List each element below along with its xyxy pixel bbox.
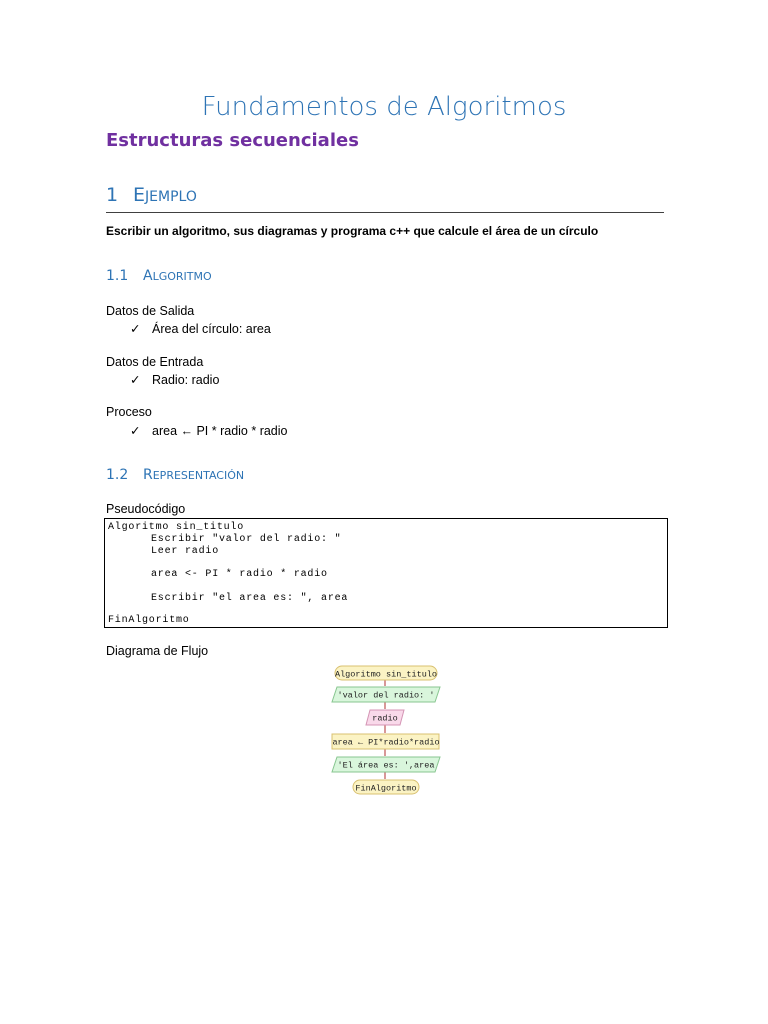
flow-end-text: FinAlgoritmo <box>355 783 417 794</box>
section-1-number: 1 <box>106 184 119 206</box>
pseudocode-line: Escribir "el area es: ", area <box>151 593 349 604</box>
document-subtitle: Estructuras secuenciales <box>106 130 359 151</box>
output-data-label: Datos de Salida <box>106 304 195 318</box>
pseudocode-label: Pseudocódigo <box>106 502 186 516</box>
section-1-1-title-rest: LGORITMO <box>152 270 212 283</box>
output-data-item <box>130 321 271 336</box>
pseudocode-line: Algoritmo sin_titulo <box>108 522 245 533</box>
check-icon: ✓ <box>130 424 141 438</box>
flow-start-text: Algoritmo sin_titulo <box>334 669 438 680</box>
section-1-heading <box>106 184 664 213</box>
input-data-item <box>130 372 219 387</box>
document-title: Fundamentos de Algoritmos <box>201 92 567 122</box>
check-icon: ✓ <box>130 322 141 336</box>
pseudocode-line: FinAlgoritmo <box>108 615 190 626</box>
process-text: area ← PI * radio * radio <box>152 424 288 438</box>
section-1-intro: Escribir un algoritmo, sus diagramas y programa c++ que calcule el área de un círculo <box>106 224 599 238</box>
input-data-label: Datos de Entrada <box>106 355 204 369</box>
section-1-2-title-initial: R <box>143 467 153 483</box>
pseudocode-line: Leer radio <box>151 546 220 557</box>
process-item <box>130 423 288 438</box>
section-1-2-number: 1.2 <box>106 467 129 483</box>
input-data-text: Radio: radio <box>152 373 220 387</box>
section-1-title-initial: E <box>133 184 146 206</box>
pseudocode-line: Escribir "valor del radio: " <box>151 534 342 545</box>
pseudocode-line: area <- PI * radio * radio <box>151 569 328 580</box>
flow-process-text: area ← PI*radio*radio <box>332 737 440 748</box>
check-icon: ✓ <box>130 373 141 387</box>
section-1-title-rest: JEMPLO <box>145 189 197 205</box>
section-1-1-title-initial: A <box>143 268 153 284</box>
flow-input-text: radio <box>372 713 398 724</box>
section-1-2-heading <box>106 467 244 483</box>
flow-output-text: 'El área es: ',area <box>337 760 435 771</box>
flowchart-label: Diagrama de Flujo <box>106 644 209 658</box>
pseudocode-box <box>104 518 668 628</box>
flow-output-text: 'valor del radio: ' <box>337 690 435 701</box>
section-1-1-number: 1.1 <box>106 268 129 284</box>
process-label: Proceso <box>106 405 152 419</box>
section-1-2-title-rest: EPRESENTACIÓN <box>152 469 245 482</box>
output-data-text: Área del círculo: area <box>152 322 271 336</box>
section-1-1-heading <box>106 268 212 284</box>
flowchart <box>320 662 450 798</box>
